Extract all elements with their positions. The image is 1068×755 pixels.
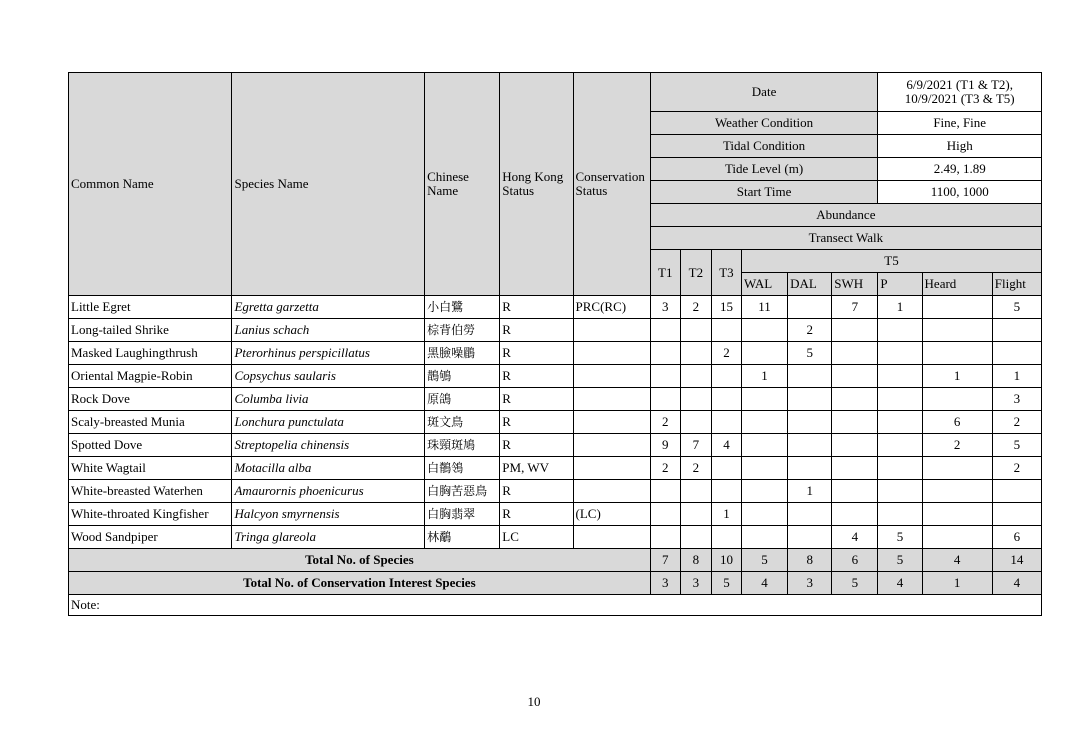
total-cell-heard: 1 [922,572,992,595]
header-t1: T1 [650,250,680,296]
count-cell-wal: 1 [741,365,787,388]
count-cell-t3: 15 [711,296,741,319]
conservation-status-cell [573,388,650,411]
count-cell-t3: 2 [711,342,741,365]
count-cell-flight [992,480,1041,503]
chinese-name-cell: 棕背伯勞 [425,319,500,342]
count-cell-wal [741,434,787,457]
hk-status-cell: R [500,434,573,457]
count-cell-dal [788,526,832,549]
header-conservation-status: Conservation Status [573,73,650,296]
count-cell-swh [832,365,878,388]
count-cell-p [878,434,922,457]
count-cell-t1 [650,503,680,526]
count-cell-swh [832,480,878,503]
count-cell-swh: 7 [832,296,878,319]
count-cell-heard [922,342,992,365]
chinese-name-cell: 林鷸 [425,526,500,549]
table-row [69,365,1042,388]
count-cell-swh [832,388,878,411]
total-cell-heard: 4 [922,549,992,572]
hk-status-cell: LC [500,526,573,549]
count-cell-t2 [680,480,711,503]
header-weather-value: Fine, Fine [878,112,1042,135]
count-cell-t2: 2 [680,296,711,319]
count-cell-t2 [680,365,711,388]
count-cell-heard [922,526,992,549]
count-cell-wal [741,319,787,342]
count-cell-swh [832,503,878,526]
header-wal: WAL [741,273,787,296]
totals-label: Total No. of Conservation Interest Species [69,572,651,595]
totals-row [69,549,1042,572]
count-cell-t3 [711,457,741,480]
table-row [69,342,1042,365]
header-date-label: Date [650,73,878,112]
header-heard: Heard [922,273,992,296]
count-cell-dal [788,388,832,411]
count-cell-heard [922,457,992,480]
count-cell-t2: 2 [680,457,711,480]
common-name-cell: Wood Sandpiper [69,526,232,549]
header-t2: T2 [680,250,711,296]
table-row [69,526,1042,549]
count-cell-swh [832,342,878,365]
total-cell-t2: 8 [680,549,711,572]
conservation-status-cell [573,457,650,480]
header-swh: SWH [832,273,878,296]
count-cell-dal: 5 [788,342,832,365]
header-t3: T3 [711,250,741,296]
total-cell-t2: 3 [680,572,711,595]
count-cell-swh [832,319,878,342]
total-cell-t3: 5 [711,572,741,595]
note-row [69,595,1042,616]
count-cell-dal [788,411,832,434]
count-cell-wal [741,480,787,503]
count-cell-flight: 2 [992,411,1041,434]
count-cell-t3: 1 [711,503,741,526]
count-cell-p [878,342,922,365]
header-abundance: Abundance [650,204,1041,227]
chinese-name-cell: 原鴿 [425,388,500,411]
count-cell-heard [922,388,992,411]
table-row [69,457,1042,480]
common-name-cell: Scaly-breasted Munia [69,411,232,434]
count-cell-wal [741,388,787,411]
count-cell-dal [788,365,832,388]
chinese-name-cell: 白鶺鴒 [425,457,500,480]
count-cell-flight: 5 [992,434,1041,457]
common-name-cell: Long-tailed Shrike [69,319,232,342]
count-cell-t2 [680,388,711,411]
species-name-cell: Tringa glareola [232,526,425,549]
count-cell-dal [788,457,832,480]
count-cell-t1: 2 [650,411,680,434]
count-cell-t3 [711,411,741,434]
species-name-cell: Pterorhinus perspicillatus [232,342,425,365]
conservation-status-cell [573,365,650,388]
count-cell-t1 [650,319,680,342]
count-cell-flight: 1 [992,365,1041,388]
count-cell-t1 [650,526,680,549]
count-cell-t1: 2 [650,457,680,480]
count-cell-p: 1 [878,296,922,319]
count-cell-t1 [650,388,680,411]
count-cell-heard: 2 [922,434,992,457]
table-row [69,480,1042,503]
count-cell-wal [741,342,787,365]
count-cell-wal [741,411,787,434]
count-cell-t2 [680,411,711,434]
count-cell-t3 [711,365,741,388]
hk-status-cell: R [500,365,573,388]
header-flight: Flight [992,273,1041,296]
count-cell-p: 5 [878,526,922,549]
count-cell-p [878,457,922,480]
common-name-cell: Oriental Magpie-Robin [69,365,232,388]
species-name-cell: Streptopelia chinensis [232,434,425,457]
header-dal: DAL [788,273,832,296]
total-cell-t1: 3 [650,572,680,595]
count-cell-swh [832,411,878,434]
count-cell-wal: 11 [741,296,787,319]
page-number: 10 [527,694,541,709]
total-cell-flight: 4 [992,572,1041,595]
count-cell-flight [992,342,1041,365]
count-cell-t2 [680,503,711,526]
count-cell-heard [922,296,992,319]
count-cell-dal [788,434,832,457]
count-cell-heard [922,503,992,526]
table-row [69,296,1042,319]
header-tide-level-value: 2.49, 1.89 [878,158,1042,181]
count-cell-dal [788,296,832,319]
total-cell-dal: 3 [788,572,832,595]
table-row [69,434,1042,457]
species-name-cell: Lonchura punctulata [232,411,425,434]
count-cell-heard [922,319,992,342]
count-cell-swh [832,457,878,480]
header-species-name: Species Name [232,73,425,296]
count-cell-p [878,480,922,503]
count-cell-dal: 1 [788,480,832,503]
count-cell-t2 [680,526,711,549]
species-table [68,72,1042,616]
chinese-name-cell: 小白鷺 [425,296,500,319]
count-cell-heard: 6 [922,411,992,434]
count-cell-t1 [650,480,680,503]
totals-label: Total No. of Species [69,549,651,572]
total-cell-dal: 8 [788,549,832,572]
header-transect-walk: Transect Walk [650,227,1041,250]
total-cell-t3: 10 [711,549,741,572]
header-common-name: Common Name [69,73,232,296]
header-chinese-name: Chinese Name [425,73,500,296]
common-name-cell: Spotted Dove [69,434,232,457]
total-cell-p: 4 [878,572,922,595]
count-cell-flight: 2 [992,457,1041,480]
count-cell-p [878,388,922,411]
common-name-cell: Masked Laughingthrush [69,342,232,365]
count-cell-p [878,319,922,342]
header-tidal-value: High [878,135,1042,158]
count-cell-t2: 7 [680,434,711,457]
common-name-cell: White Wagtail [69,457,232,480]
count-cell-t3 [711,319,741,342]
total-cell-swh: 6 [832,549,878,572]
species-name-cell: Halcyon smyrnensis [232,503,425,526]
hk-status-cell: R [500,411,573,434]
header-date-value: 6/9/2021 (T1 & T2), 10/9/2021 (T3 & T5) [878,73,1042,112]
conservation-status-cell [573,480,650,503]
table-row [69,503,1042,526]
count-cell-p [878,503,922,526]
count-cell-dal: 2 [788,319,832,342]
conservation-status-cell [573,411,650,434]
conservation-status-cell [573,526,650,549]
count-cell-flight: 3 [992,388,1041,411]
hk-status-cell: R [500,342,573,365]
count-cell-heard [922,480,992,503]
total-cell-flight: 14 [992,549,1041,572]
count-cell-t3: 4 [711,434,741,457]
count-cell-p [878,365,922,388]
hk-status-cell: R [500,296,573,319]
conservation-status-cell [573,319,650,342]
header-weather-label: Weather Condition [650,112,878,135]
count-cell-wal [741,526,787,549]
count-cell-t3 [711,480,741,503]
count-cell-t1: 9 [650,434,680,457]
conservation-status-cell: PRC(RC) [573,296,650,319]
conservation-status-cell: (LC) [573,503,650,526]
count-cell-t1: 3 [650,296,680,319]
species-name-cell: Copsychus saularis [232,365,425,388]
count-cell-swh [832,434,878,457]
count-cell-t1 [650,365,680,388]
count-cell-wal [741,457,787,480]
chinese-name-cell: 白胸苦惡鳥 [425,480,500,503]
hk-status-cell: PM, WV [500,457,573,480]
common-name-cell: Rock Dove [69,388,232,411]
count-cell-flight: 6 [992,526,1041,549]
total-cell-wal: 5 [741,549,787,572]
count-cell-t3 [711,388,741,411]
header-tide-level-label: Tide Level (m) [650,158,878,181]
header-start-time-label: Start Time [650,181,878,204]
header-hk-status: Hong Kong Status [500,73,573,296]
table-row [69,319,1042,342]
count-cell-flight [992,319,1041,342]
count-cell-t1 [650,342,680,365]
header-tidal-label: Tidal Condition [650,135,878,158]
chinese-name-cell: 斑文鳥 [425,411,500,434]
hk-status-cell: R [500,503,573,526]
common-name-cell: White-breasted Waterhen [69,480,232,503]
species-name-cell: Motacilla alba [232,457,425,480]
species-name-cell: Amaurornis phoenicurus [232,480,425,503]
header-p: P [878,273,922,296]
count-cell-flight: 5 [992,296,1041,319]
conservation-status-cell [573,434,650,457]
header-start-time-value: 1100, 1000 [878,181,1042,204]
total-cell-p: 5 [878,549,922,572]
hk-status-cell: R [500,480,573,503]
totals-row [69,572,1042,595]
table-row [69,411,1042,434]
note-cell: Note: [69,595,1042,616]
chinese-name-cell: 珠頸斑鳩 [425,434,500,457]
count-cell-t3 [711,526,741,549]
species-name-cell: Egretta garzetta [232,296,425,319]
common-name-cell: Little Egret [69,296,232,319]
hk-status-cell: R [500,388,573,411]
total-cell-t1: 7 [650,549,680,572]
chinese-name-cell: 黑臉噪鶥 [425,342,500,365]
header-t5: T5 [741,250,1041,273]
count-cell-heard: 1 [922,365,992,388]
total-cell-swh: 5 [832,572,878,595]
count-cell-flight [992,503,1041,526]
conservation-status-cell [573,342,650,365]
hk-status-cell: R [500,319,573,342]
chinese-name-cell: 白胸翡翠 [425,503,500,526]
total-cell-wal: 4 [741,572,787,595]
species-name-cell: Lanius schach [232,319,425,342]
species-name-cell: Columba livia [232,388,425,411]
common-name-cell: White-throated Kingfisher [69,503,232,526]
count-cell-t2 [680,342,711,365]
count-cell-p [878,411,922,434]
chinese-name-cell: 鵲鴝 [425,365,500,388]
count-cell-dal [788,503,832,526]
count-cell-swh: 4 [832,526,878,549]
count-cell-wal [741,503,787,526]
count-cell-t2 [680,319,711,342]
table-row [69,388,1042,411]
